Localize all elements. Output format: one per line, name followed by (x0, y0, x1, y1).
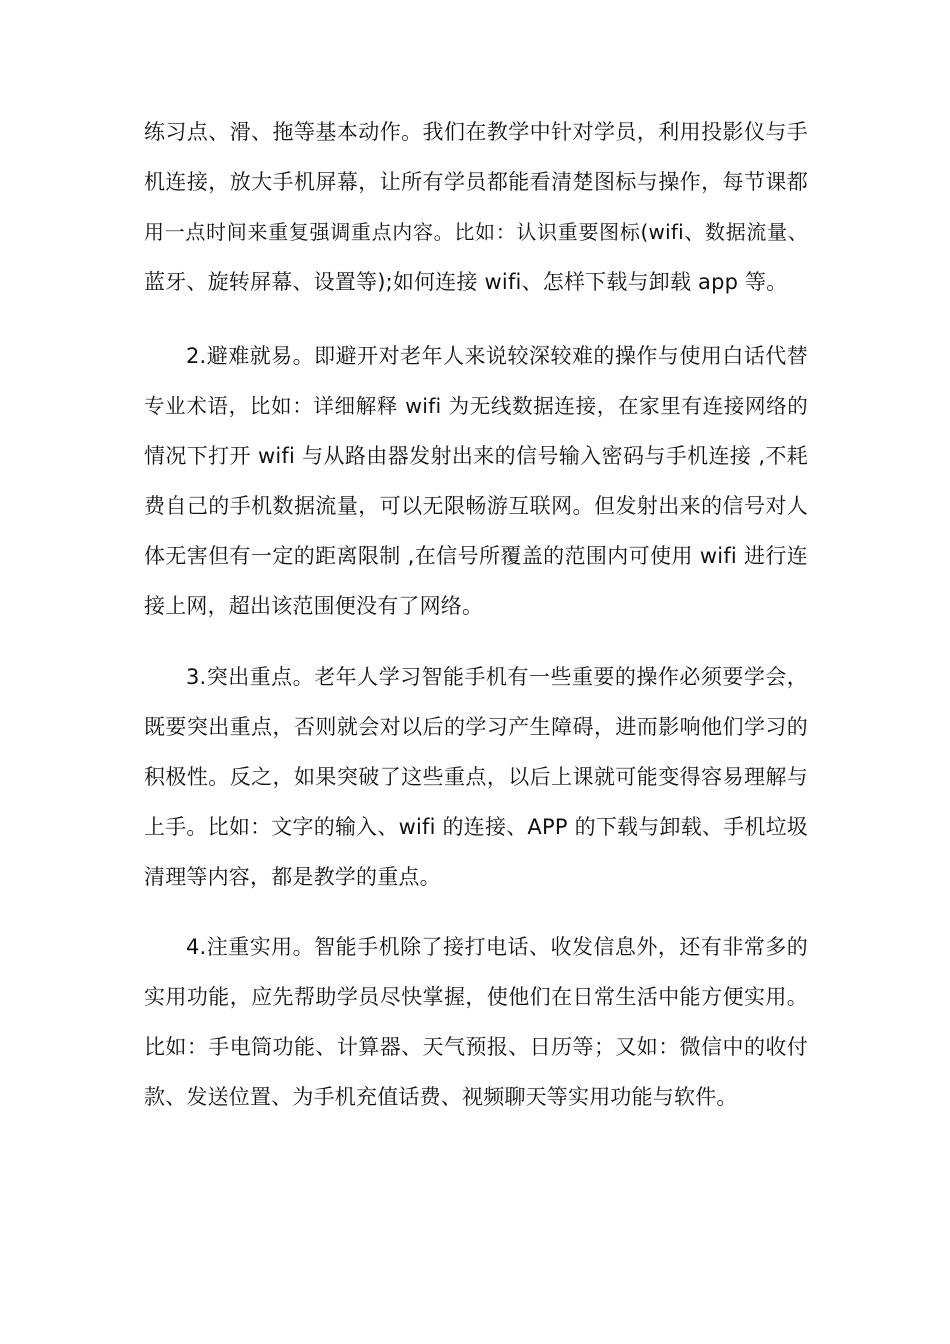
text-line: 蓝牙、旋转屏幕、设置等);如何连接 wifi、怎样下载与卸载 app 等。 (144, 270, 788, 294)
paragraph-basic-actions (144, 107, 808, 307)
text-line: 3.突出重点。老年人学习智能手机有一些重要的操作必须要学会， (186, 665, 808, 689)
text-line: 4.注重实用。智能手机除了接打电话、收发信息外，还有非常多的 (186, 935, 808, 959)
text-line: 清理等内容，都是教学的重点。 (144, 865, 441, 889)
text-line: 款、发送位置、为手机充值话费、视频聊天等实用功能与软件。 (144, 1085, 738, 1109)
text-line: 积极性。反之，如果突破了这些重点，以后上课就可能变得容易理解与 (144, 765, 808, 789)
paragraph-focus-practical (144, 922, 808, 1122)
paragraph-avoid-difficulty (144, 331, 808, 631)
text-line: 专业术语，比如：详细解释 wifi 为无线数据连接，在家里有连接网络的 (144, 394, 808, 418)
text-line: 体无害但有一定的距离限制 ,在信号所覆盖的范围内可使用 wifi 进行连 (144, 544, 808, 568)
text-line: 机连接，放大手机屏幕，让所有学员都能看清楚图标与操作，每节课都 (144, 170, 808, 194)
text-line: 费自己的手机数据流量，可以无限畅游互联网。但发射出来的信号对人 (144, 494, 808, 518)
text-line: 既要突出重点，否则就会对以后的学习产生障碍，进而影响他们学习的 (144, 715, 808, 739)
text-line: 实用功能，应先帮助学员尽快掌握，使他们在日常生活中能方便实用。 (144, 985, 808, 1009)
text-line: 比如：手电筒功能、计算器、天气预报、日历等；又如：微信中的收付 (144, 1035, 808, 1059)
paragraph-highlight-key-points (144, 652, 808, 902)
text-line: 练习点、滑、拖等基本动作。我们在教学中针对学员，利用投影仪与手 (144, 120, 808, 144)
text-line: 接上网，超出该范围便没有了网络。 (144, 594, 484, 618)
text-line: 2.避难就易。即避开对老年人来说较深较难的操作与使用白话代替 (186, 344, 808, 368)
text-line: 情况下打开 wifi 与从路由器发射出来的信号输入密码与手机连接 ,不耗 (144, 444, 808, 468)
text-line: 用一点时间来重复强调重点内容。比如：认识重要图标(wifi、数据流量、 (144, 220, 808, 244)
text-line: 上手。比如：文字的输入、wifi 的连接、APP 的下载与卸载、手机垃圾 (144, 815, 808, 839)
